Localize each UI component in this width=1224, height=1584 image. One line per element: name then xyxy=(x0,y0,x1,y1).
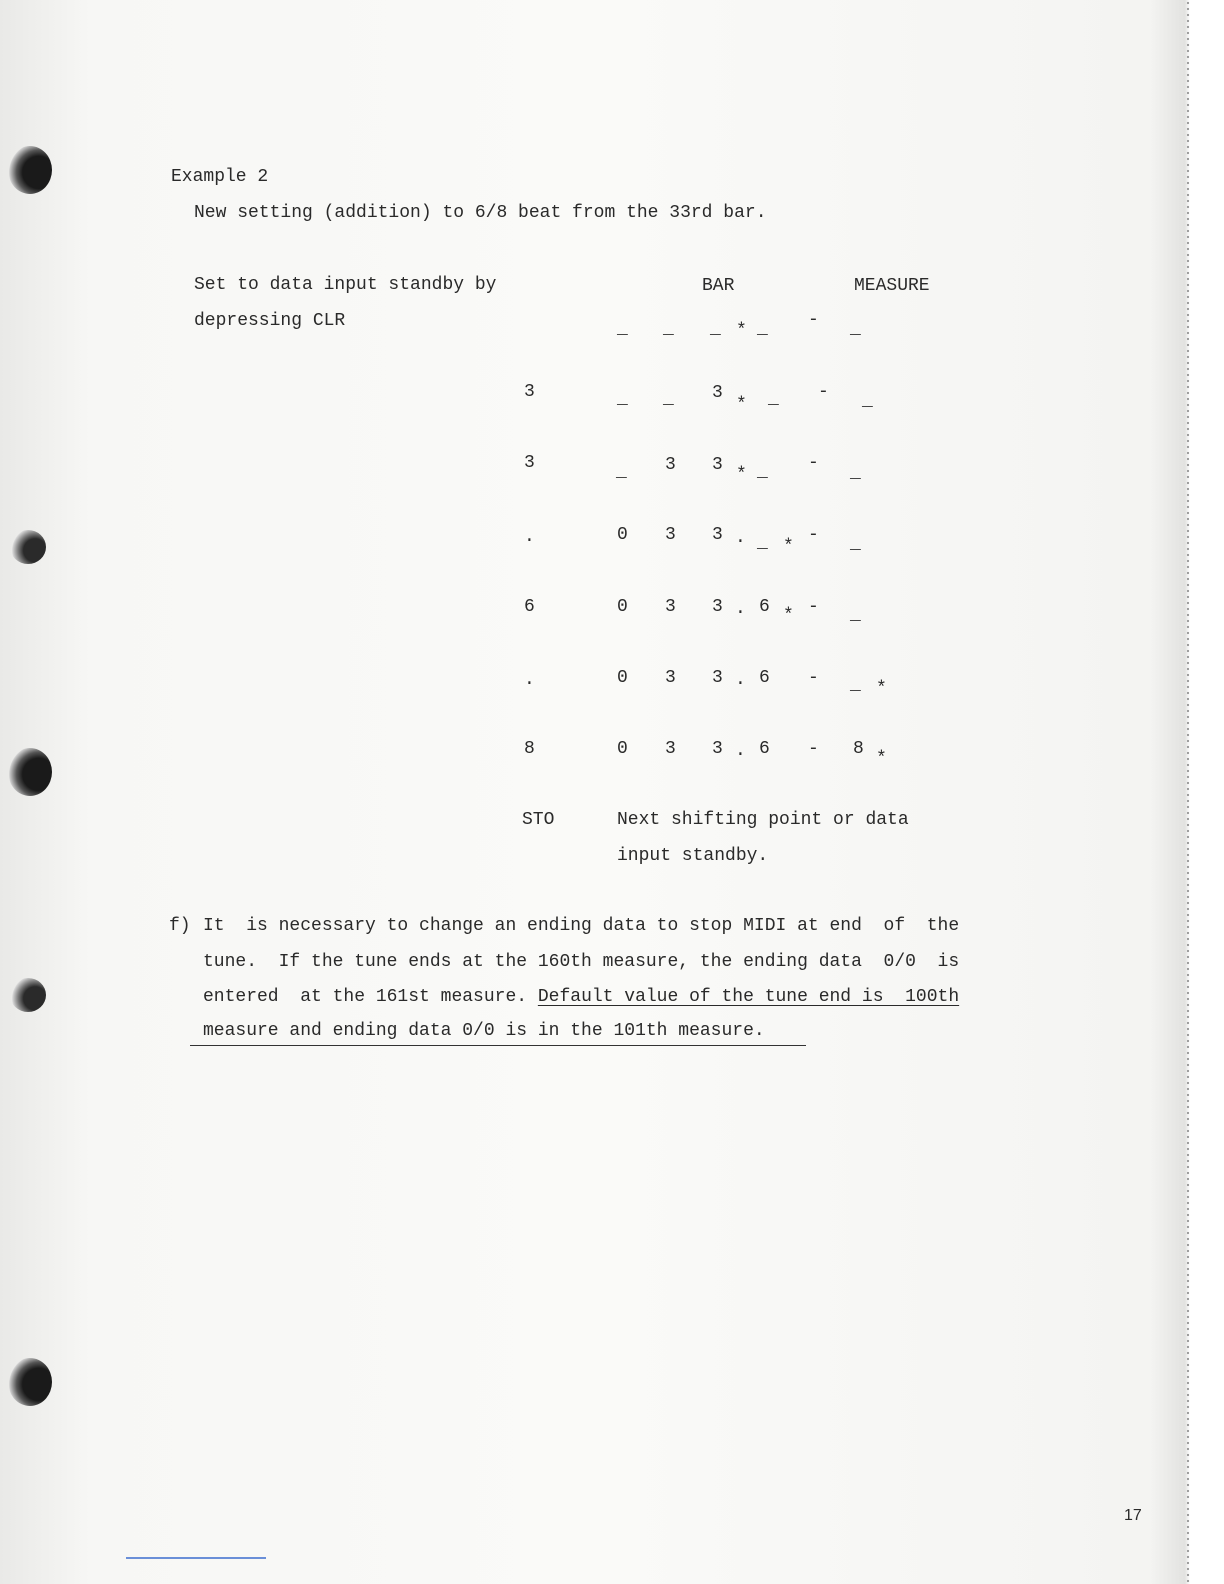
digit-1: 0 xyxy=(617,668,628,688)
paragraph-line-4-period: . xyxy=(753,1021,765,1041)
example-heading: Example 2 xyxy=(171,167,269,187)
binder-hole xyxy=(10,978,46,1012)
binder-hole xyxy=(8,748,52,796)
digit-1: _ xyxy=(617,319,628,339)
digit-3: _ xyxy=(710,319,721,339)
separator: - xyxy=(808,310,819,330)
binder-hole xyxy=(8,146,52,194)
key-input: 3 xyxy=(524,382,535,402)
key-input: 3 xyxy=(524,453,535,473)
digit-2: 3 xyxy=(665,597,676,617)
underline-rule xyxy=(190,1045,806,1046)
cursor-mark: * xyxy=(876,749,887,769)
digit-1: _ xyxy=(616,462,627,482)
separator: - xyxy=(808,739,819,759)
decimal-point: . xyxy=(735,599,746,619)
paragraph-line-2: tune. If the tune ends at the 160th measure, the ending data 0/0 is xyxy=(203,952,960,972)
digit-2: 3 xyxy=(665,739,676,759)
digit-4: _ xyxy=(757,533,768,553)
separator: - xyxy=(808,525,819,545)
key-input: 6 xyxy=(524,597,535,617)
digit-3: 3 xyxy=(712,668,723,688)
digit-4: _ xyxy=(757,319,768,339)
measure-digit: _ xyxy=(850,534,861,554)
digit-4: 6 xyxy=(759,668,770,688)
underlined-text: Default value of the tune end is 100th xyxy=(537,987,960,1007)
cursor-mark: * xyxy=(736,465,747,485)
cursor-mark: * xyxy=(736,321,747,341)
key-input: 8 xyxy=(524,739,535,759)
cursor-mark: * xyxy=(783,606,794,626)
digit-2: 3 xyxy=(665,455,676,475)
measure-digit: _ xyxy=(862,391,873,411)
digit-3: 3 xyxy=(712,455,723,475)
intro-line-1: Set to data input standby by xyxy=(194,275,497,295)
measure-digit: _ xyxy=(850,605,861,625)
intro-line-2: depressing CLR xyxy=(194,311,346,331)
key-input: . xyxy=(524,670,535,690)
sto-description-line-2: input standby. xyxy=(617,846,769,866)
digit-2: 3 xyxy=(665,668,676,688)
sto-key: STO xyxy=(522,810,555,830)
cursor-mark: * xyxy=(736,395,747,415)
key-input: . xyxy=(524,527,535,547)
measure-digit: _ xyxy=(850,319,861,339)
digit-2: 3 xyxy=(665,525,676,545)
cursor-mark: * xyxy=(876,679,887,699)
paragraph-label: f) xyxy=(169,916,191,936)
scan-artifact-line xyxy=(126,1557,266,1559)
page-number: 17 xyxy=(1124,1507,1142,1524)
paragraph-line-4 xyxy=(203,1022,765,1040)
digit-4: 6 xyxy=(759,597,770,617)
digit-3: 3 xyxy=(712,739,723,759)
underlined-text: measure and ending data 0/0 is in the 101th measure xyxy=(203,1021,754,1041)
separator: - xyxy=(818,382,829,402)
digit-3: 3 xyxy=(712,525,723,545)
measure-digit: _ xyxy=(850,463,861,483)
decimal-point: . xyxy=(735,741,746,761)
separator: - xyxy=(808,597,819,617)
paragraph-line-3 xyxy=(203,988,959,1006)
separator: - xyxy=(808,668,819,688)
sto-description-line-1: Next shifting point or data xyxy=(617,810,909,830)
paragraph-line-3-text: entered at the 161st measure. xyxy=(203,987,538,1007)
cursor-mark: * xyxy=(783,537,794,557)
separator: - xyxy=(808,453,819,473)
paragraph-line-1: It is necessary to change an ending data to stop MIDI at end of the xyxy=(203,916,960,936)
binder-hole xyxy=(10,530,46,564)
decimal-point: . xyxy=(735,528,746,548)
digit-1: 0 xyxy=(617,739,628,759)
digit-4: 6 xyxy=(759,739,770,759)
column-header-measure: MEASURE xyxy=(854,276,930,296)
digit-4: _ xyxy=(768,389,779,409)
measure-digit: 8 xyxy=(853,739,864,759)
binder-hole xyxy=(8,1358,52,1406)
digit-1: 0 xyxy=(617,525,628,545)
digit-1: _ xyxy=(617,389,628,409)
digit-2: _ xyxy=(663,319,674,339)
digit-1: 0 xyxy=(617,597,628,617)
page-edge-perforation xyxy=(1186,0,1190,1584)
digit-3: 3 xyxy=(712,383,723,403)
page-edge-strip xyxy=(1191,0,1224,1584)
digit-4: _ xyxy=(757,462,768,482)
column-header-bar: BAR xyxy=(702,276,735,296)
measure-digit: _ xyxy=(850,675,861,695)
example-subtitle: New setting (addition) to 6/8 beat from the 33rd bar. xyxy=(194,203,767,223)
decimal-point: . xyxy=(735,670,746,690)
digit-2: _ xyxy=(663,389,674,409)
digit-3: 3 xyxy=(712,597,723,617)
